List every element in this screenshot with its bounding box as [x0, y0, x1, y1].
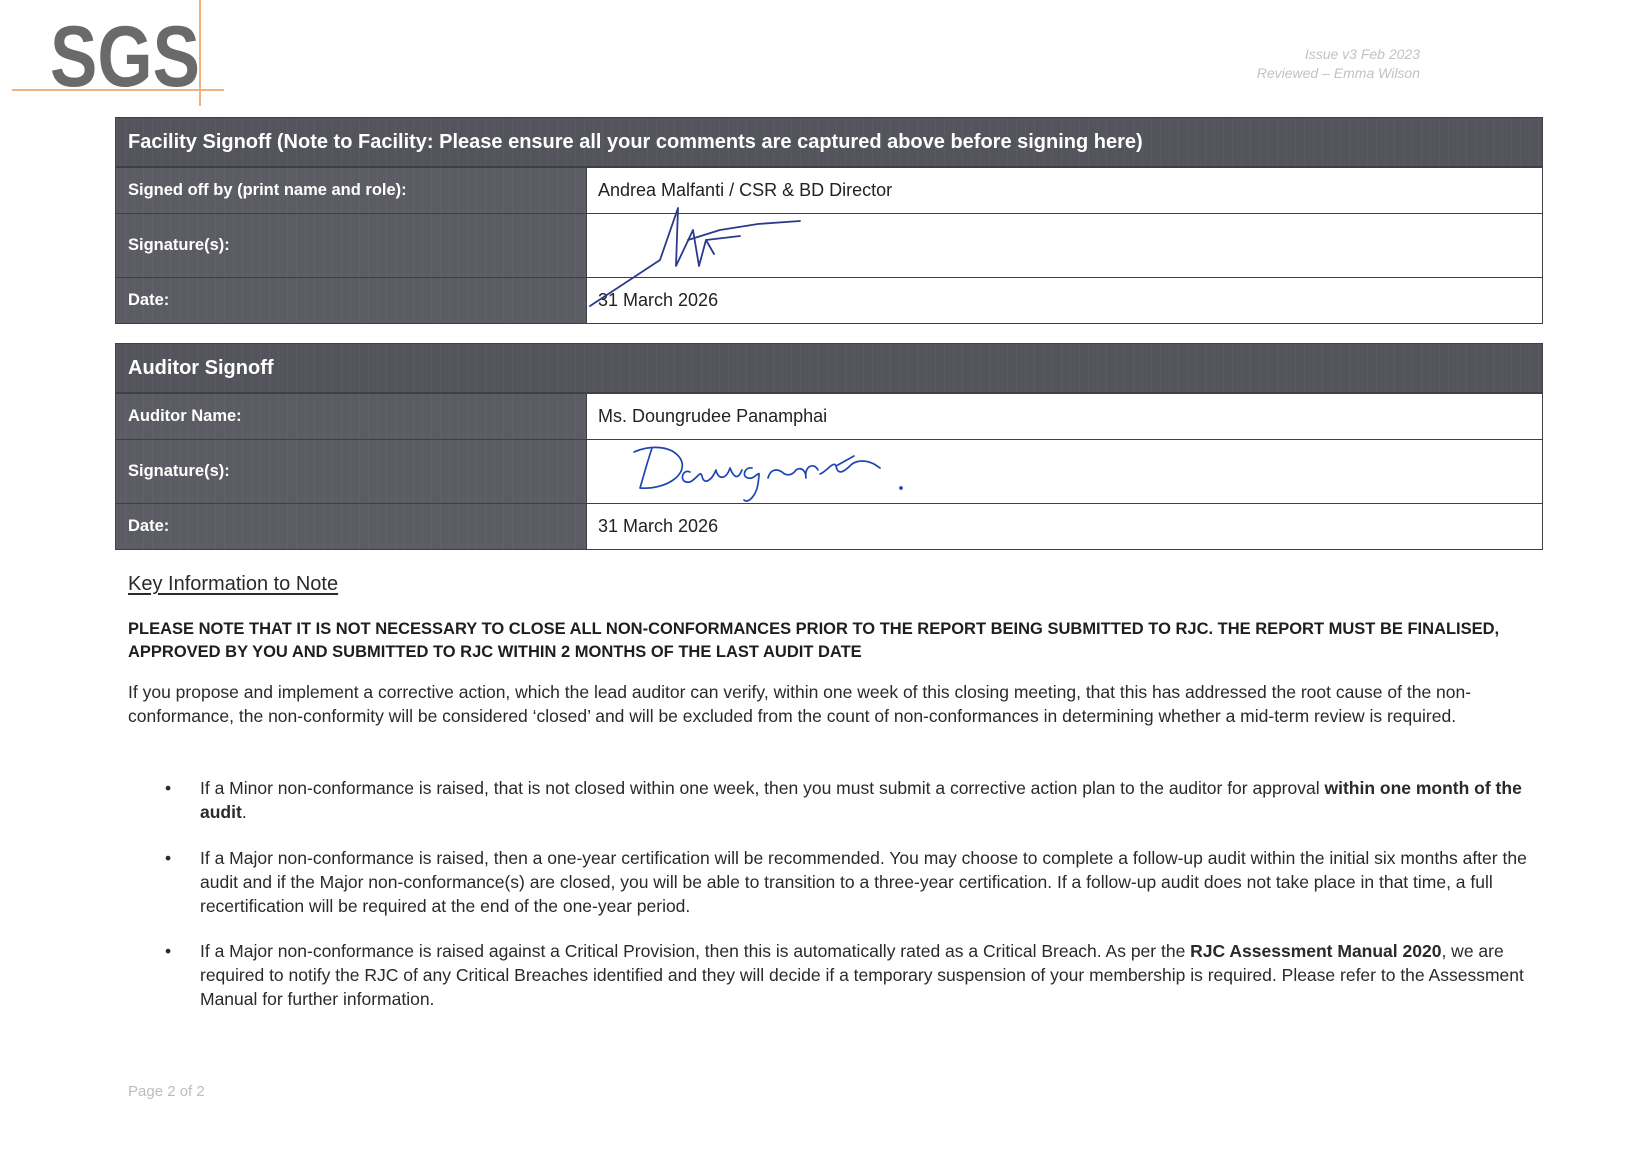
auditor-name-value: Ms. Doungrudee Panamphai	[586, 394, 1542, 439]
facility-signature-label: Signature(s):	[116, 214, 586, 277]
sgs-logo	[12, 0, 227, 108]
signed-off-row	[116, 167, 1542, 213]
facility-signoff-title: Facility Signoff (Note to Facility: Please ensure all your comments are captured above before signing here)	[116, 118, 1542, 167]
document-version	[1257, 45, 1420, 83]
bullet-text: If a Major non-conformance is raised against a Critical Provision, then this is automatically rated as a Critical Breach. As per the RJC Assessment Manual 2020, we are required to notify the RJC of any Critical Breaches identified and they will decide if a temporary suspension of your membership is required. Please refer to the Assessment Manual for further information.	[200, 941, 1524, 1009]
signed-off-label: Signed off by (print name and role):	[116, 168, 586, 213]
facility-date-label: Date:	[116, 278, 586, 323]
signed-off-value: Andrea Malfanti / CSR & BD Director	[586, 168, 1542, 213]
reviewed-line: Reviewed – Emma Wilson	[1256, 65, 1420, 81]
facility-date-row	[116, 277, 1542, 323]
auditor-date-label: Date:	[116, 504, 586, 549]
facility-signoff-table	[115, 117, 1543, 324]
facility-signature-cell	[586, 214, 1542, 277]
bullet-text: If a Major non-conformance is raised, then a one-year certification will be recommended. You may choose to complete a follow-up audit within the initial six months after the audit and if the Major non-conformance(s) are closed, you will be able to transition to a three-year certification. If a follow-up audit does not take place in that time, a full recertification will be required at the end of the one-year period.	[200, 848, 1527, 916]
auditor-name-label: Auditor Name:	[116, 394, 586, 439]
key-info-paragraph: If you propose and implement a corrective action, which the lead auditor can verify, within one week of this closing meeting, that this has addressed the root cause of the non-conformance, the non-conformity will be considered ‘closed’ and will be excluded from the count of non-conformances in determining whether a mid-term review is required.	[128, 682, 1472, 726]
auditor-signature-row	[116, 439, 1542, 503]
auditor-signature-label: Signature(s):	[116, 440, 586, 503]
key-info-title: Key Information to Note	[128, 573, 339, 595]
auditor-signature-cell	[586, 440, 1542, 503]
svg-text:SGS: SGS	[50, 9, 200, 105]
auditor-date-row	[116, 503, 1542, 549]
bullet-marker: •	[165, 941, 172, 961]
auditor-name-row	[116, 393, 1542, 439]
auditor-signoff-title: Auditor Signoff	[116, 344, 1542, 393]
bullet-marker: •	[165, 848, 172, 868]
page-number: Page 2 of 2	[128, 1083, 205, 1100]
issue-line: Issue v3 Feb 2023	[1304, 46, 1420, 62]
facility-signature-row	[116, 213, 1542, 277]
bullet-emphasis: RJC Assessment Manual 2020	[1190, 941, 1442, 961]
bullet-emphasis: within one month of the audit	[200, 778, 1522, 822]
auditor-date-value: 31 March 2026	[586, 504, 1542, 549]
auditor-signoff-table	[115, 343, 1543, 550]
bullet-text: If a Minor non-conformance is raised, that is not closed within one week, then you must submit a corrective action plan to the auditor for approval within one month of the audit.	[200, 778, 1522, 822]
facility-date-value: 31 March 2026	[586, 278, 1542, 323]
bullet-marker: •	[165, 778, 172, 798]
key-info-notice: PLEASE NOTE THAT IT IS NOT NECESSARY TO CLOSE ALL NON-CONFORMANCES PRIOR TO THE REPORT BEING SUBMITTED TO RJC. THE REPORT MUST BE FINALISED, APPROVED BY YOU AND SUBMITTED TO RJC WITHIN 2 MONTHS OF THE LAST AUDIT DATE	[128, 620, 1500, 661]
